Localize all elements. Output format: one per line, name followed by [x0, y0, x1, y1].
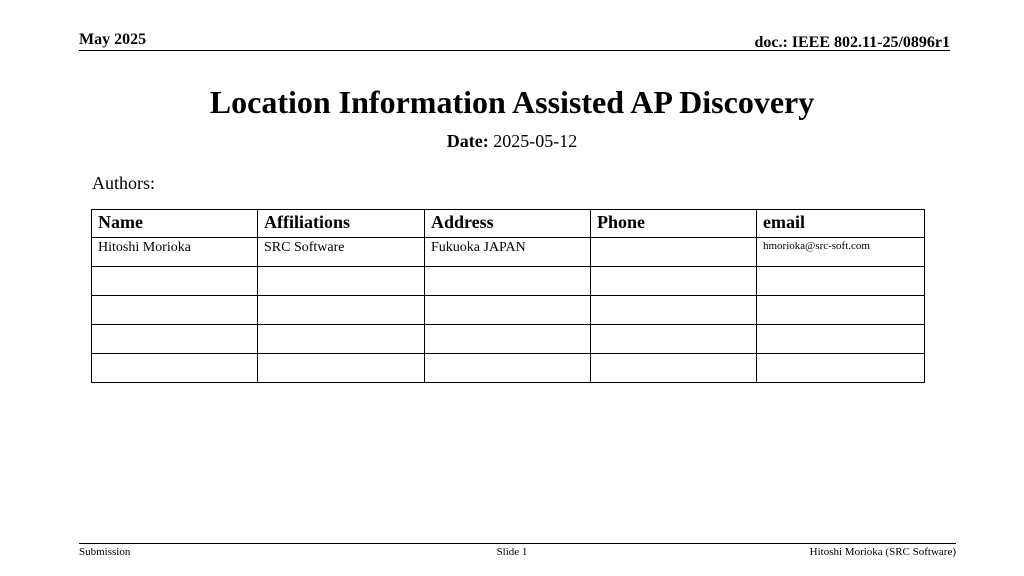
table-cell-email [757, 354, 925, 383]
column-header-email: email [757, 210, 925, 238]
table-cell-phone [591, 296, 757, 325]
table-cell-name [92, 267, 258, 296]
table-cell-phone [591, 354, 757, 383]
table-cell-email: hmorioka@src-soft.com [757, 238, 925, 267]
table-row [92, 354, 925, 383]
table-cell-email [757, 267, 925, 296]
footer-submission: Submission [79, 546, 131, 558]
date-line [0, 131, 1024, 152]
table-cell-affiliation [258, 267, 425, 296]
table-cell-phone [591, 267, 757, 296]
footer-author: Hitoshi Morioka (SRC Software) [809, 546, 956, 558]
footer-slide-number: Slide 1 [496, 546, 528, 558]
date-label: Date: [446, 131, 489, 151]
table-cell-name [92, 296, 258, 325]
column-header-address: Address [425, 210, 591, 238]
table-row [92, 325, 925, 354]
header-doc-id: doc.: IEEE 802.11-25/0896r1 [754, 34, 950, 51]
table-cell-address [425, 354, 591, 383]
table-cell-affiliation: SRC Software [258, 238, 425, 267]
table-cell-address [425, 296, 591, 325]
column-header-phone: Phone [591, 210, 757, 238]
table-cell-affiliation [258, 325, 425, 354]
header-date: May 2025 [79, 31, 147, 48]
header-rule [79, 50, 950, 51]
table-cell-address [425, 325, 591, 354]
table-cell-phone [591, 238, 757, 267]
table-row [92, 296, 925, 325]
table-header-row [92, 210, 925, 238]
table-cell-name [92, 325, 258, 354]
table-row [92, 238, 925, 267]
column-header-affiliations: Affiliations [258, 210, 425, 238]
table-cell-name [92, 354, 258, 383]
table-cell-phone [591, 325, 757, 354]
table-cell-address [425, 267, 591, 296]
table-cell-email [757, 325, 925, 354]
table-cell-email [757, 296, 925, 325]
table-row [92, 267, 925, 296]
column-header-name: Name [92, 210, 258, 238]
table-cell-name: Hitoshi Morioka [92, 238, 258, 267]
table-cell-address: Fukuoka JAPAN [425, 238, 591, 267]
authors-label: Authors: [92, 173, 155, 193]
table-cell-affiliation [258, 296, 425, 325]
table-cell-affiliation [258, 354, 425, 383]
footer-rule [79, 543, 956, 544]
authors-table [91, 209, 925, 383]
date-value: 2025-05-12 [493, 131, 578, 151]
slide-title: Location Information Assisted AP Discovery [209, 84, 815, 120]
